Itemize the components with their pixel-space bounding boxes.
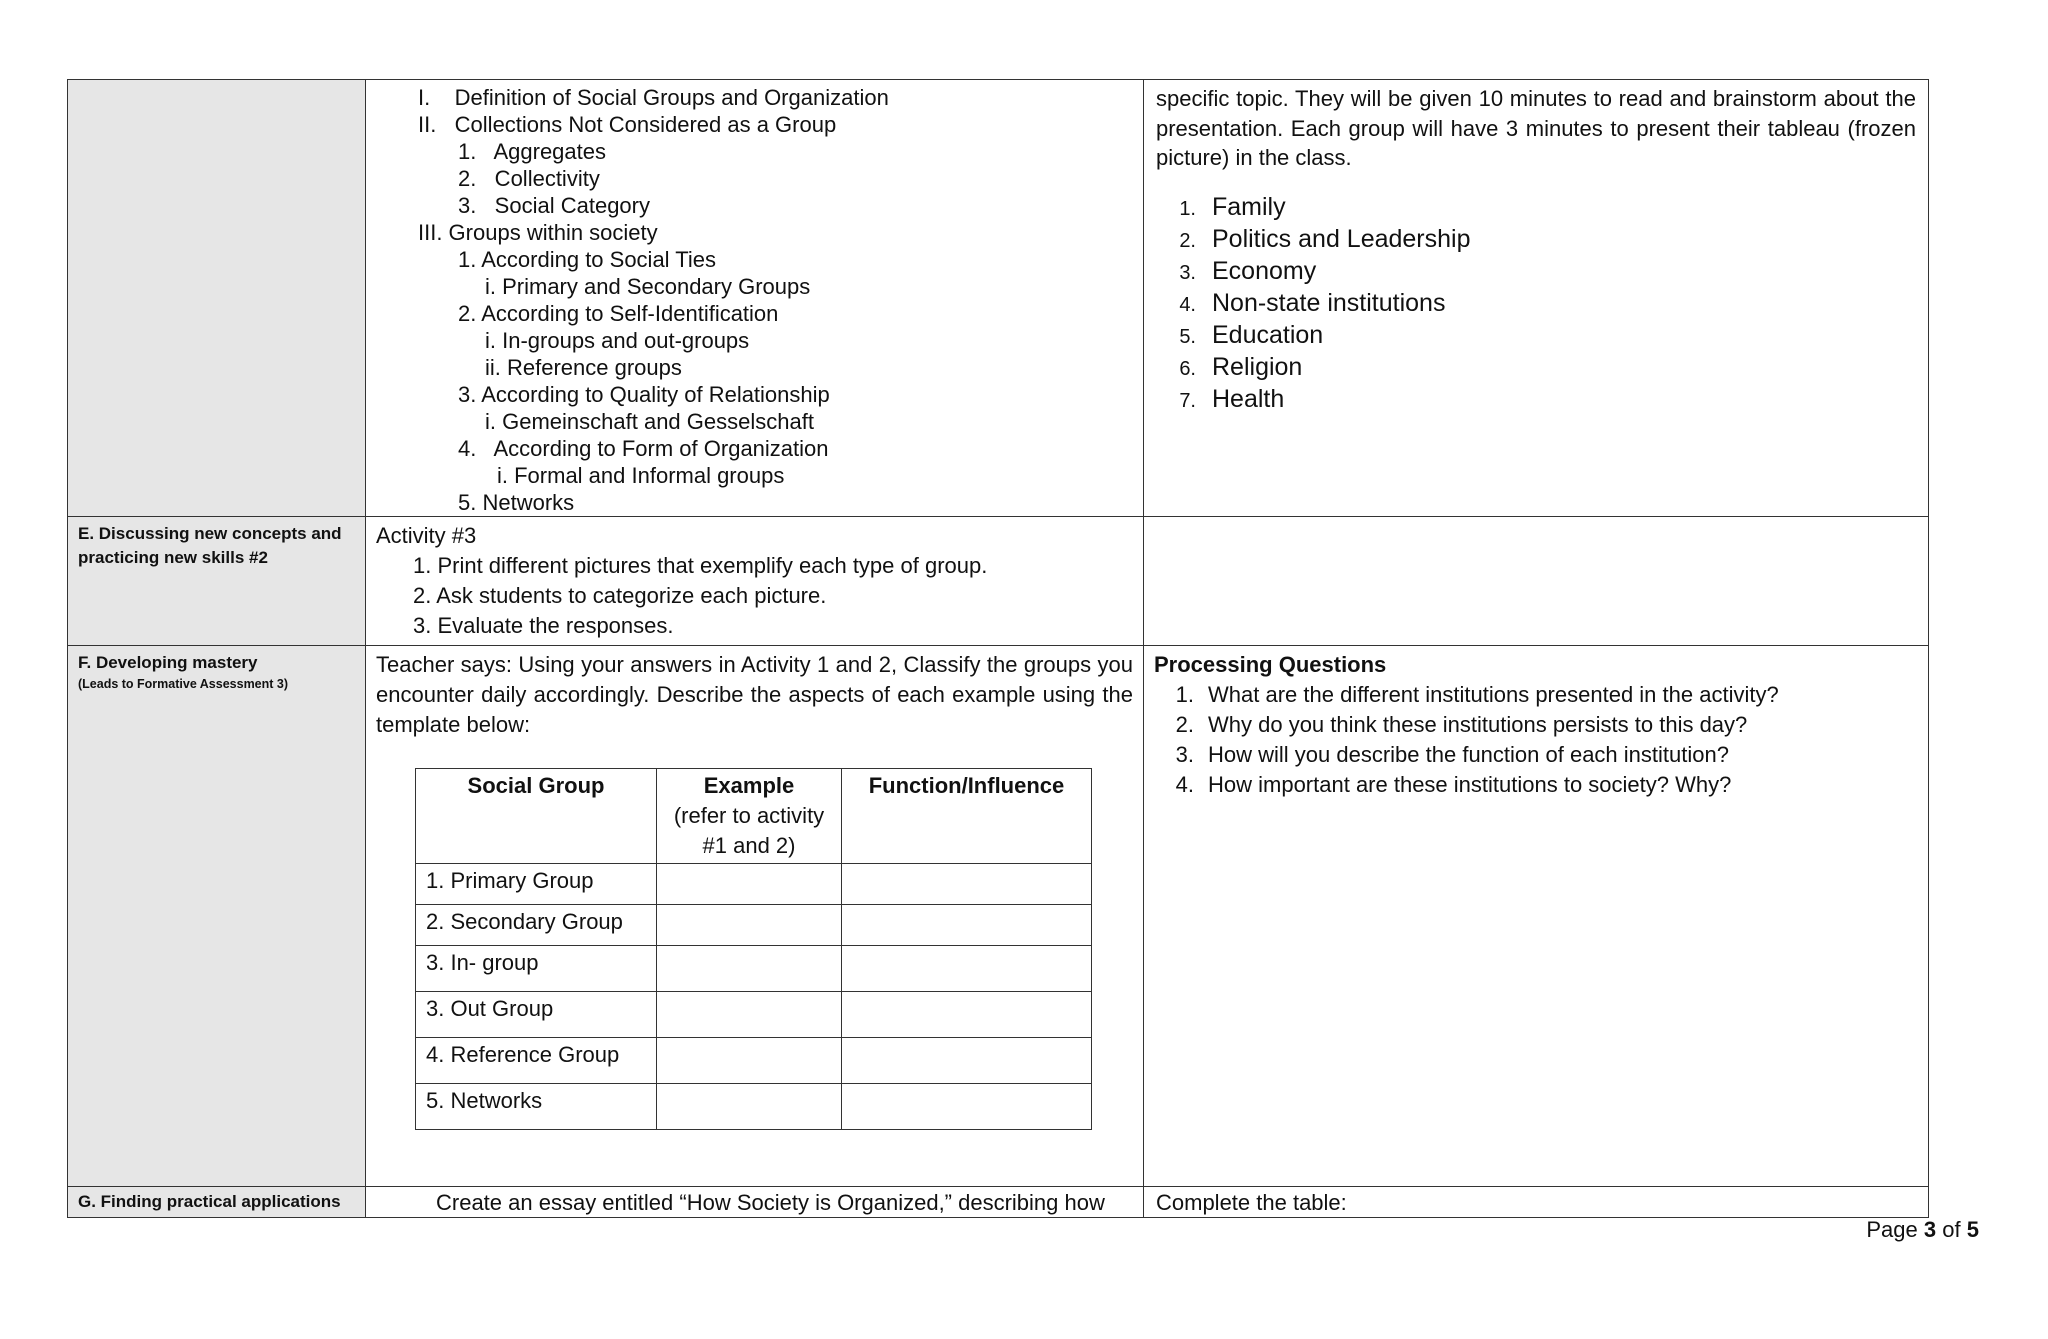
list-number: 2. xyxy=(1179,229,1196,252)
group-cell: 4. Reference Group xyxy=(416,1038,657,1084)
list-item xyxy=(1156,257,1916,289)
outline-item: 3. Social Category xyxy=(458,193,650,218)
row-f xyxy=(68,646,1929,1187)
example-cell xyxy=(657,1038,842,1084)
table-row xyxy=(416,1084,1092,1130)
empty-label-cell xyxy=(68,80,366,517)
list-number: 5. xyxy=(1179,325,1196,348)
processing-questions-title: Processing Questions xyxy=(1154,652,1387,677)
outline-item: 2. Collectivity xyxy=(458,166,600,191)
list-item xyxy=(1154,680,1918,710)
row-e-content xyxy=(366,517,1144,646)
activity-3-step: 3. Evaluate the responses. xyxy=(413,613,674,638)
row-f-label-title: F. Developing mastery xyxy=(78,653,258,672)
table-row xyxy=(416,992,1092,1038)
row-g-label: G. Finding practical applications xyxy=(68,1187,366,1218)
outline-item: 3. According to Quality of Relationship xyxy=(458,382,830,407)
list-text: Why do you think these institutions persists to this day? xyxy=(1208,712,1748,737)
function-cell xyxy=(842,946,1092,992)
institution-list xyxy=(1156,193,1916,417)
list-number: 3. xyxy=(1179,261,1196,284)
processing-questions-cell xyxy=(1144,646,1929,1187)
list-text: Religion xyxy=(1212,352,1303,381)
list-text: How will you describe the function of each institution? xyxy=(1208,742,1729,767)
list-item xyxy=(1156,225,1916,257)
outline-item: I. Definition of Social Groups and Organization xyxy=(418,85,889,110)
list-text: Non-state institutions xyxy=(1212,288,1446,317)
row-e-empty xyxy=(1144,517,1929,646)
lesson-plan-table xyxy=(67,79,1929,1218)
activity-3-steps xyxy=(376,551,1133,641)
list-number: 2. xyxy=(1175,712,1194,737)
function-cell xyxy=(842,864,1092,905)
list-item xyxy=(1154,710,1918,740)
table-row xyxy=(416,905,1092,946)
row-g xyxy=(68,1187,1929,1218)
table-row xyxy=(416,1038,1092,1084)
outline-item: 5. Networks xyxy=(458,490,575,515)
list-item xyxy=(1154,740,1918,770)
list-number: 3. xyxy=(1175,742,1194,767)
row-g-right: Complete the table: xyxy=(1144,1187,1929,1218)
header-example-sub: (refer to activity #1 and 2) xyxy=(673,803,825,858)
outline-item: 1. Aggregates xyxy=(458,139,606,164)
row-g-content: Create an essay entitled “How Society is Organized,” describing how xyxy=(366,1187,1144,1218)
example-cell xyxy=(657,864,842,905)
function-cell xyxy=(842,992,1092,1038)
row-e xyxy=(68,517,1929,646)
list-item xyxy=(1156,321,1916,353)
list-item xyxy=(1156,385,1916,417)
header-function: Function/Influence xyxy=(842,769,1092,864)
outline-item: II. Collections Not Considered as a Group xyxy=(418,112,837,137)
function-cell xyxy=(842,1038,1092,1084)
outline-item: i. Gemeinschaft and Gesselschaft xyxy=(485,409,814,434)
list-text: How important are these institutions to society? Why? xyxy=(1208,772,1732,797)
list-item xyxy=(1154,770,1918,800)
activity-3-step: 2. Ask students to categorize each picture. xyxy=(413,583,827,608)
page-prefix: Page xyxy=(1866,1217,1918,1242)
header-example-title: Example xyxy=(703,773,795,798)
processing-questions-list xyxy=(1154,680,1918,800)
list-number: 1. xyxy=(1175,682,1194,707)
outline-item: ii. Reference groups xyxy=(485,355,682,380)
outline-item: i. In-groups and out-groups xyxy=(485,328,750,353)
row-f-intro: Teacher says: Using your answers in Activity 1 and 2, Classify the groups you encounter daily accordingly. Describe the aspects of each example using the template below: xyxy=(376,652,1133,737)
example-cell xyxy=(657,992,842,1038)
function-cell xyxy=(842,905,1092,946)
row-outline xyxy=(68,80,1929,517)
outline-item: III. Groups within society xyxy=(418,220,658,245)
activity-description-cell xyxy=(1144,80,1929,517)
outline-item: 4. According to Form of Organization xyxy=(458,436,829,461)
list-number: 4. xyxy=(1179,293,1196,316)
group-cell: 3. In- group xyxy=(416,946,657,992)
outline-cell xyxy=(366,80,1144,517)
list-number: 4. xyxy=(1175,772,1194,797)
table-row xyxy=(416,864,1092,905)
group-cell: 5. Networks xyxy=(416,1084,657,1130)
list-text: Health xyxy=(1212,384,1285,413)
row-f-content xyxy=(366,646,1144,1187)
function-cell xyxy=(842,1084,1092,1130)
activity-description: specific topic. They will be given 10 minutes to read and brainstorm about the presentation. Each group will have 3 minutes to present their tableau (frozen picture) in the class. xyxy=(1156,86,1916,170)
outline-item: i. Primary and Secondary Groups xyxy=(485,274,811,299)
outline-item: 1. According to Social Ties xyxy=(458,247,717,272)
group-cell: 2. Secondary Group xyxy=(416,905,657,946)
list-text: Education xyxy=(1212,320,1324,349)
list-text: Economy xyxy=(1212,256,1317,285)
header-social-group: Social Group xyxy=(416,769,657,864)
list-item xyxy=(1156,353,1916,385)
activity-3-title: Activity #3 xyxy=(376,523,477,548)
header-example xyxy=(657,769,842,864)
group-cell: 1. Primary Group xyxy=(416,864,657,905)
row-f-label xyxy=(68,646,366,1187)
list-text: Politics and Leadership xyxy=(1212,224,1471,253)
outline-item: 2. According to Self-Identification xyxy=(458,301,779,326)
page-of: of xyxy=(1942,1217,1961,1242)
list-text: Family xyxy=(1212,192,1286,221)
list-text: What are the different institutions presented in the activity? xyxy=(1208,682,1779,707)
table-row xyxy=(416,946,1092,992)
social-group-template-table xyxy=(415,768,1092,1130)
outline-item: i. Formal and Informal groups xyxy=(497,463,785,488)
page-number xyxy=(1866,1217,1979,1243)
page-current: 3 xyxy=(1923,1217,1937,1242)
topic-outline xyxy=(366,80,1143,516)
example-cell xyxy=(657,905,842,946)
row-e-label: E. Discussing new concepts and practicing new skills #2 xyxy=(68,517,366,646)
page-total: 5 xyxy=(1966,1217,1979,1242)
list-item xyxy=(1156,193,1916,225)
list-number: 6. xyxy=(1179,357,1196,380)
list-number: 7. xyxy=(1179,389,1196,412)
list-item xyxy=(1156,289,1916,321)
example-cell xyxy=(657,946,842,992)
activity-3-step: 1. Print different pictures that exemplify each type of group. xyxy=(413,553,988,578)
list-number: 1. xyxy=(1179,197,1196,220)
group-cell: 3. Out Group xyxy=(416,992,657,1038)
example-cell xyxy=(657,1084,842,1130)
row-f-label-sub: (Leads to Formative Assessment 3) xyxy=(78,677,289,691)
